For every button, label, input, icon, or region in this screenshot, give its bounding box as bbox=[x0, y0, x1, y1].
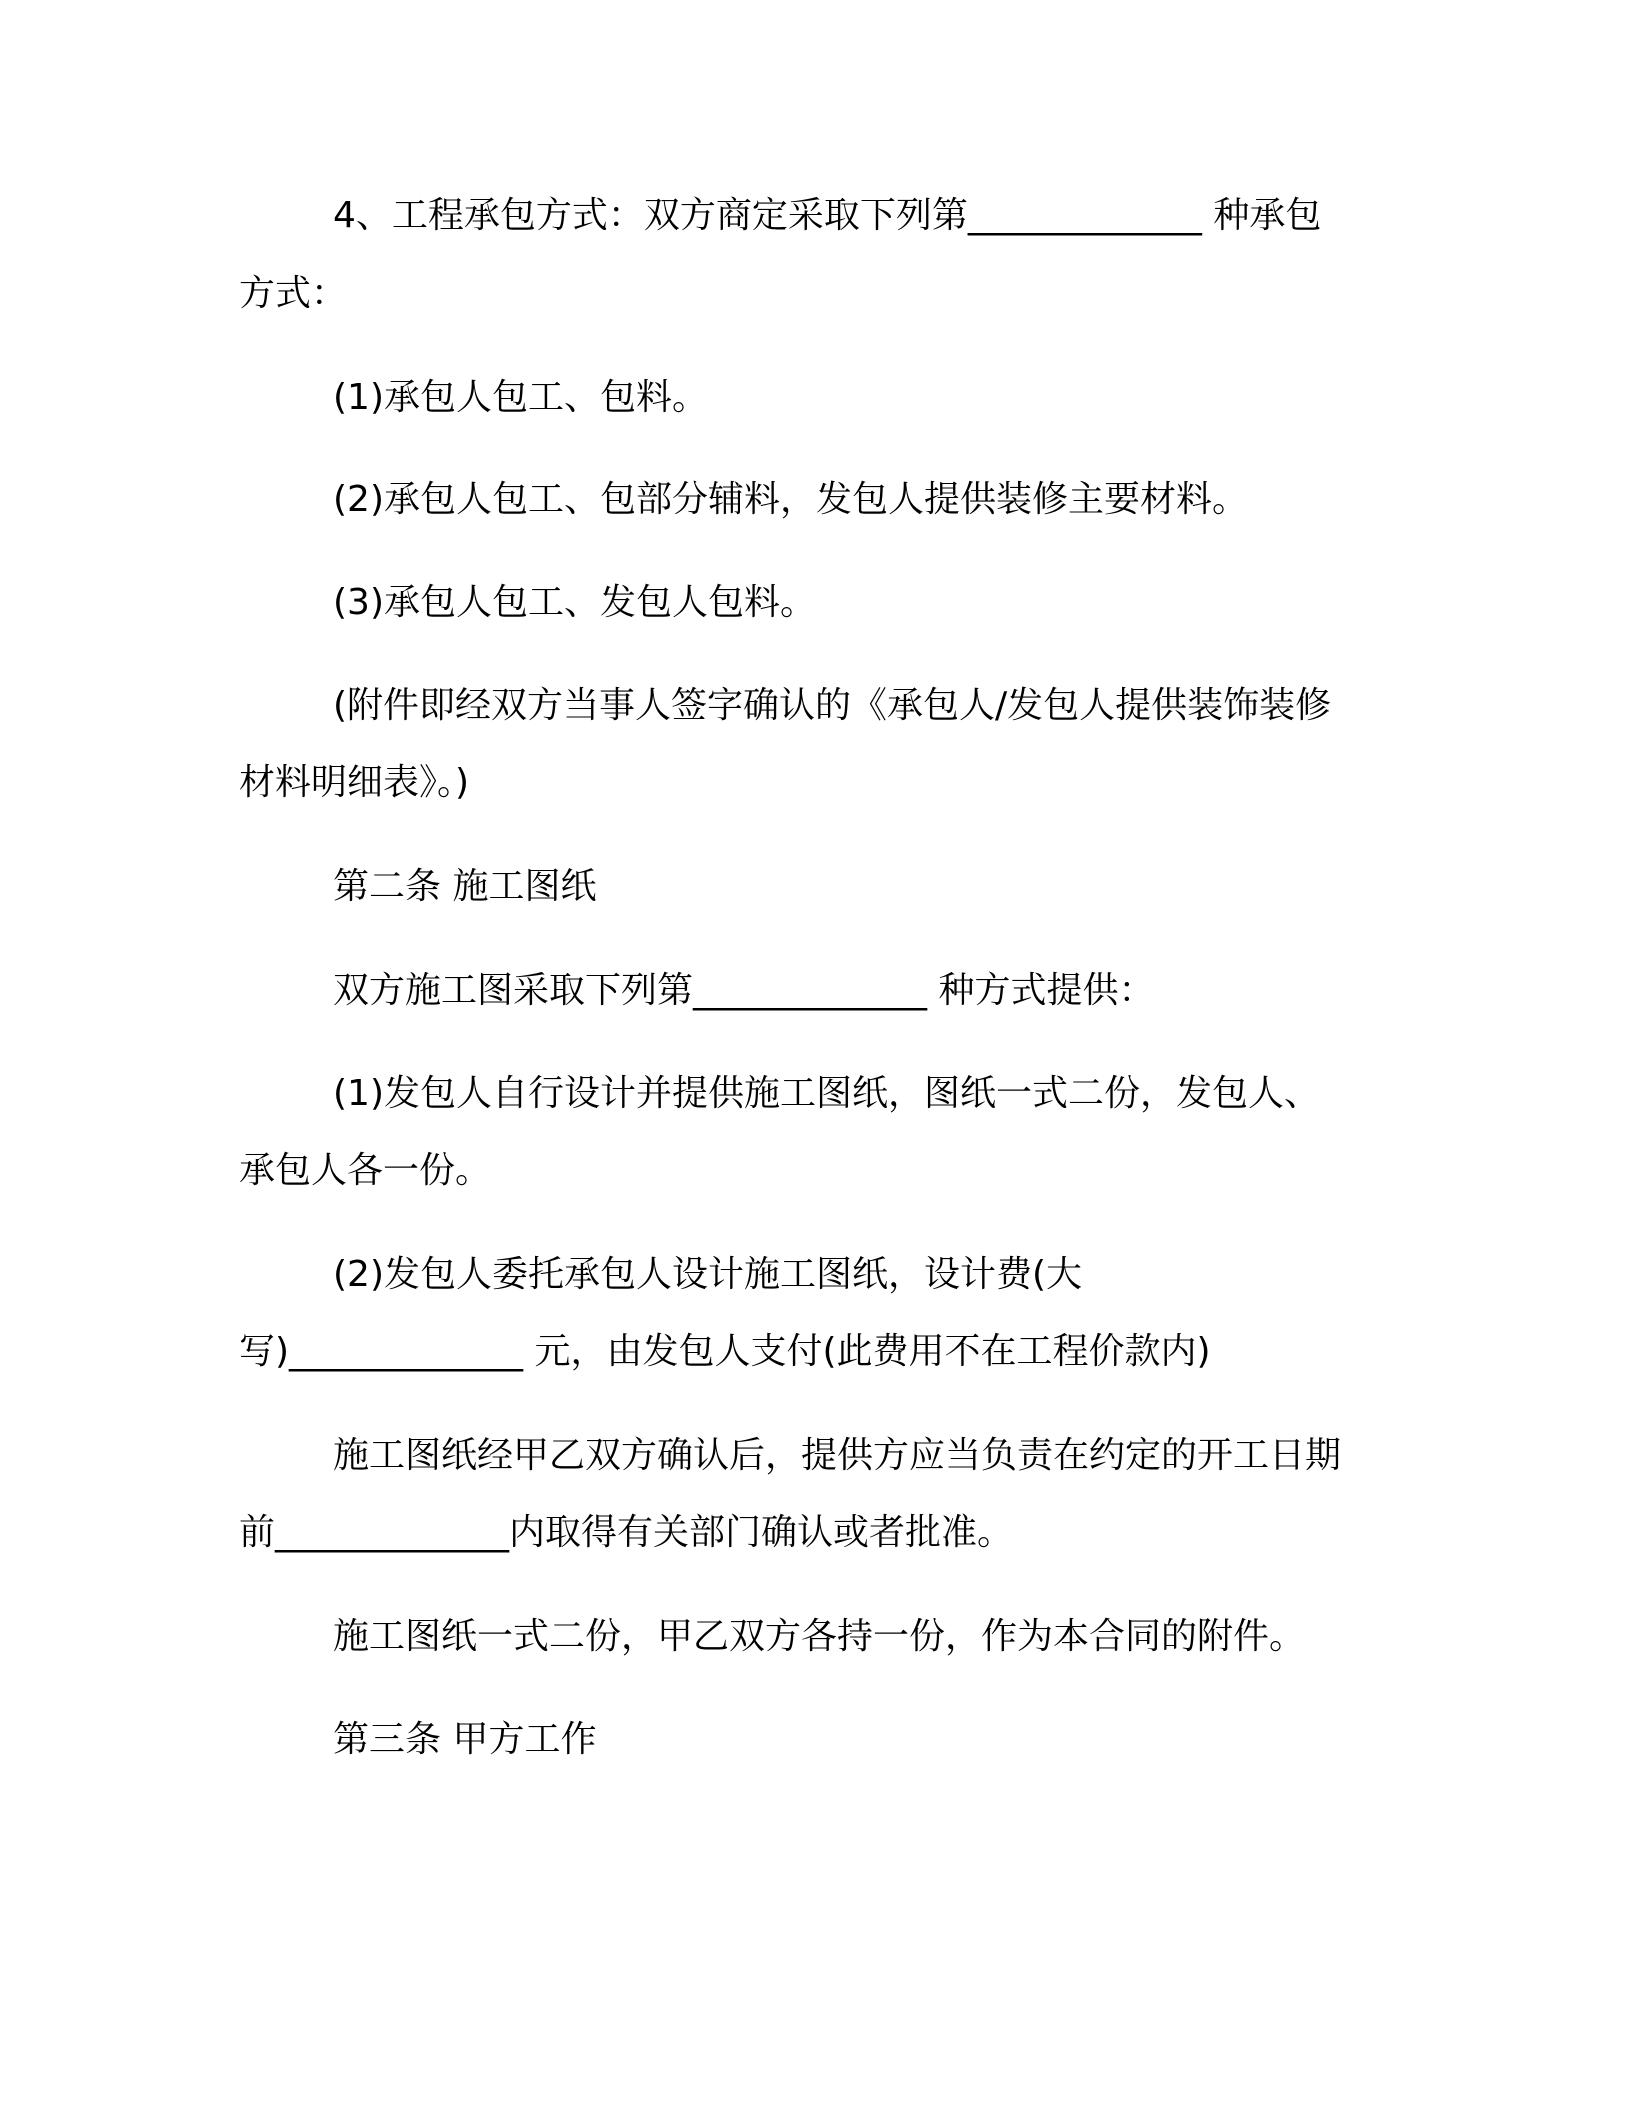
drawings-approval-paragraph: 施工图纸经甲乙双方确认后，提供方应当负责在约定的开工日期 bbox=[333, 1435, 1342, 1476]
drawings-option-1-cont: 承包人各一份。 bbox=[239, 1150, 492, 1191]
option-3-employer-materials: (3)承包人包工、发包人包料。 bbox=[333, 582, 816, 623]
article-2-heading: 第二条 施工图纸 bbox=[333, 866, 597, 907]
drawings-approval-paragraph-cont: 前_____________内取得有关部门确认或者批准。 bbox=[239, 1512, 1014, 1553]
attachment-note: (附件即经双方当事人签字确认的《承包人/发包人提供装饰装修 bbox=[333, 685, 1332, 726]
attachment-note-cont: 材料明细表》。) bbox=[239, 762, 470, 803]
clause-4-contract-method: 4、工程承包方式：双方商定采取下列第_____________ 种承包 bbox=[333, 195, 1322, 236]
option-2-partial-materials: (2)承包人包工、包部分辅料，发包人提供装修主要材料。 bbox=[333, 479, 1248, 520]
drawings-method-paragraph: 双方施工图采取下列第_____________ 种方式提供： bbox=[333, 970, 1155, 1011]
drawings-option-2-cont: 写)_____________ 元，由发包人支付(此费用不在工程价款内) bbox=[239, 1331, 1211, 1372]
clause-4-contract-method-cont: 方式： bbox=[239, 273, 348, 314]
option-1-labor-materials: (1)承包人包工、包料。 bbox=[333, 377, 708, 418]
drawings-option-2: (2)发包人委托承包人设计施工图纸，设计费(大 bbox=[333, 1254, 1083, 1295]
drawings-copies-paragraph: 施工图纸一式二份，甲乙双方各持一份，作为本合同的附件。 bbox=[333, 1616, 1306, 1657]
article-3-heading: 第三条 甲方工作 bbox=[333, 1719, 597, 1760]
drawings-option-1: (1)发包人自行设计并提供施工图纸，图纸一式二份，发包人、 bbox=[333, 1073, 1320, 1114]
